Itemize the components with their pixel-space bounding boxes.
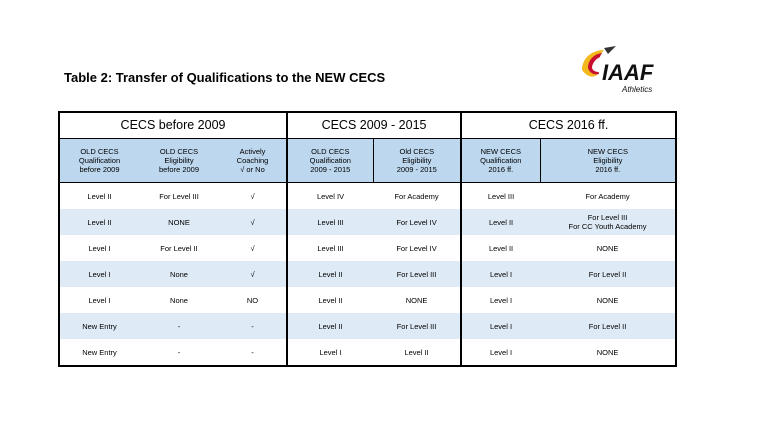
table-cell: For Academy xyxy=(540,183,676,210)
table-cell: Level II xyxy=(287,287,373,313)
iaaf-emblem-icon xyxy=(574,44,674,96)
column-header: NEW CECS Qualification 2016 ff. xyxy=(461,139,540,183)
table-row xyxy=(59,287,676,313)
group-2016: CECS 2016 ff. xyxy=(461,112,676,139)
iaaf-logo xyxy=(574,44,674,96)
table-cell: Level I xyxy=(461,287,540,313)
qualification-table xyxy=(58,111,677,367)
table-cell: - xyxy=(219,339,287,366)
table-cell: None xyxy=(170,295,188,305)
table-body xyxy=(59,183,676,367)
table-cell: NO xyxy=(246,295,259,305)
table-cell: √ xyxy=(250,191,255,201)
table-cell: Level I xyxy=(59,287,139,313)
table-cell: √ xyxy=(250,243,255,253)
table-cell: Level III xyxy=(287,209,373,235)
table-cell: For Level IV xyxy=(373,209,461,235)
table-cell: NONE xyxy=(540,339,676,366)
column-header: OLD CECS Eligibility before 2009 xyxy=(139,139,219,183)
table-cell: For Level III xyxy=(159,191,199,201)
table-cell: Level I xyxy=(461,261,540,287)
table-row xyxy=(59,261,676,287)
table-cell: Level II xyxy=(287,313,373,339)
table-cell: √ xyxy=(219,209,287,235)
table-cell: Level I xyxy=(59,261,139,287)
table-cell: √ xyxy=(219,261,287,287)
table-cell: Level IV xyxy=(287,183,373,210)
table-cell: Level II xyxy=(461,235,540,261)
table-cell: Level II xyxy=(287,261,373,287)
table-cell: New Entry xyxy=(59,339,139,366)
table-cell: Level I xyxy=(59,235,139,261)
table-cell: Level II xyxy=(59,183,139,210)
table-cell: - xyxy=(139,339,219,366)
table-cell: Level I xyxy=(461,313,540,339)
table-cell: For Level III For CC Youth Academy xyxy=(540,209,676,235)
table-cell: NONE xyxy=(139,209,219,235)
group-2009-2015: CECS 2009 - 2015 xyxy=(287,112,461,139)
column-header: Old CECS Eligibility 2009 - 2015 xyxy=(373,139,461,183)
column-header: OLD CECS Qualification 2009 - 2015 xyxy=(287,139,373,183)
column-header: OLD CECS Qualification before 2009 xyxy=(59,139,139,183)
table-title: Table 2: Transfer of Qualifications to the NEW CECS xyxy=(64,70,386,85)
table-cell: New Entry xyxy=(59,313,139,339)
table-cell: NONE xyxy=(540,235,676,261)
table-cell: NONE xyxy=(540,287,676,313)
column-header: NEW CECS Eligibility 2016 ff. xyxy=(540,139,676,183)
table-cell: For Level II xyxy=(160,243,198,253)
table-cell: Level III xyxy=(461,183,540,210)
table-cell: NONE xyxy=(405,295,428,305)
table-cell: - xyxy=(219,313,287,339)
table-cell: For Level II xyxy=(540,261,676,287)
logo-wordmark: IAAF xyxy=(602,60,654,85)
table-row xyxy=(59,235,676,261)
table-cell: For Academy xyxy=(394,191,439,201)
table-cell: - xyxy=(139,313,219,339)
column-header-row xyxy=(59,139,676,183)
table-row xyxy=(59,209,676,235)
table-cell: Level I xyxy=(461,339,540,366)
table-row xyxy=(59,339,676,366)
table-cell: Level II xyxy=(59,209,139,235)
table-cell: Level II xyxy=(461,209,540,235)
table-cell: Level I xyxy=(287,339,373,366)
table-row xyxy=(59,313,676,339)
group-before-2009: CECS before 2009 xyxy=(59,112,287,139)
table-row xyxy=(59,183,676,210)
group-header-row xyxy=(59,112,676,139)
table-cell: Level III xyxy=(287,235,373,261)
table-cell: For Level II xyxy=(540,313,676,339)
table-cell: None xyxy=(139,261,219,287)
table-cell: For Level III xyxy=(373,261,461,287)
column-header: Actively Coaching √ or No xyxy=(219,139,287,183)
table-cell: Level II xyxy=(373,339,461,366)
table-cell: For Level III xyxy=(373,313,461,339)
logo-subtitle: Athletics xyxy=(622,85,653,94)
table-cell: For Level IV xyxy=(396,243,437,253)
